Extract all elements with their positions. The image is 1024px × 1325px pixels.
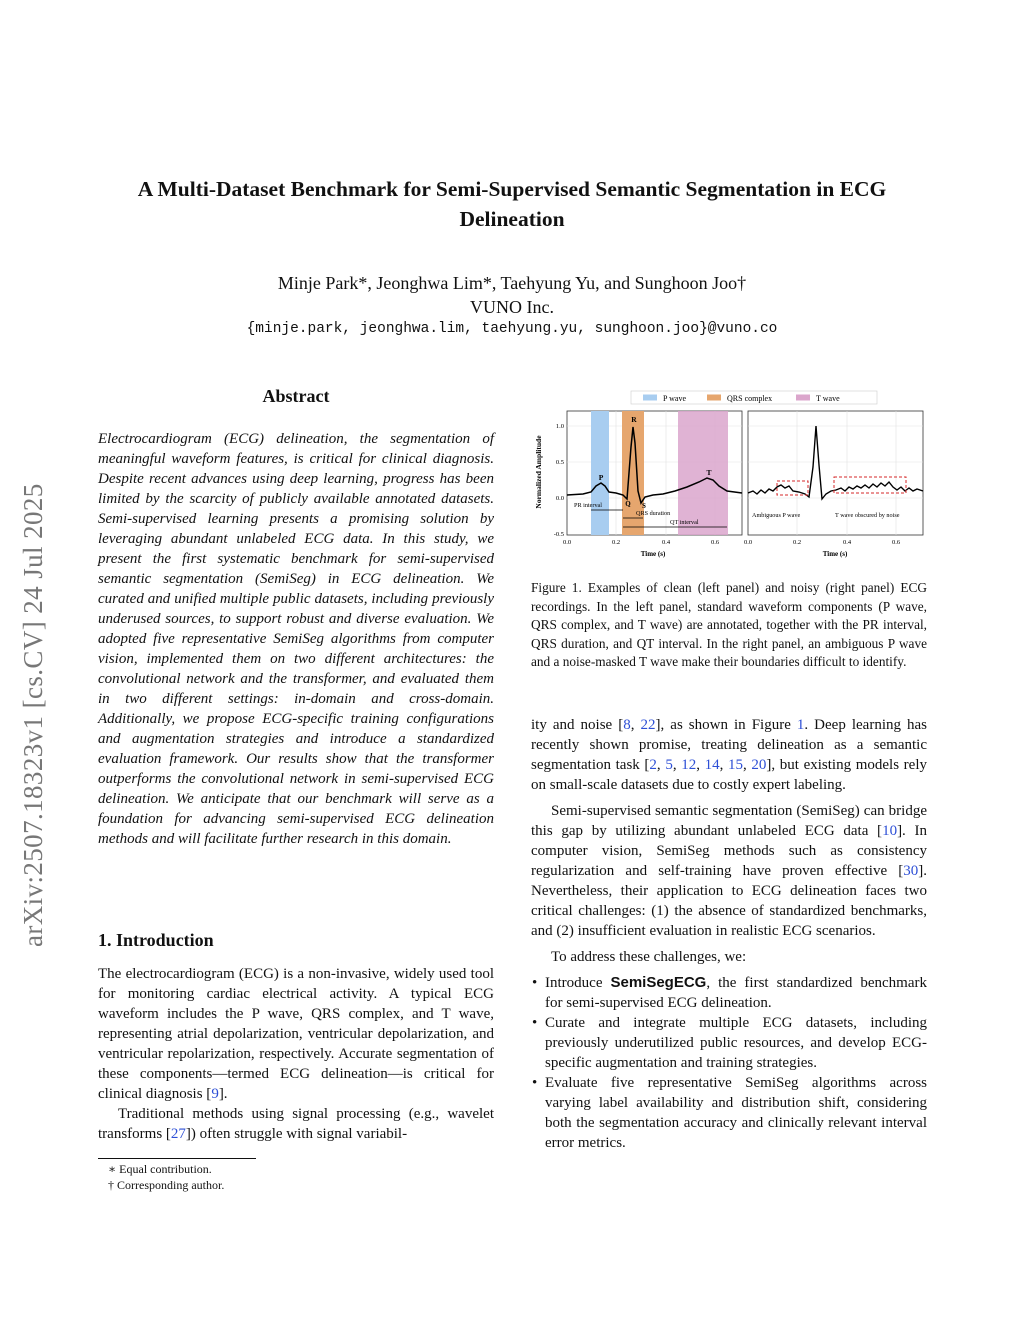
list-item: • Introduce SemiSegECG, the first standardized benchmark for semi-supervised ECG delineation. [531, 973, 927, 1013]
citation-link[interactable]: 22 [640, 717, 656, 733]
t-wave-region [678, 411, 728, 535]
citation-link[interactable]: 20 [751, 757, 767, 773]
x-tick-label: 0.2 [611, 539, 621, 546]
paragraph: ity and noise [8, 22], as shown in Figure 1. Deep learning has recently shown promise, treating delineation as a semantic segmentation task [2, 5, 12, 14, 15, 20], but existing models rely on small-scale datasets due to costly expert labeling. [531, 717, 928, 793]
footnote-corresponding-author: † Corresponding author. [108, 1178, 225, 1192]
x-tick-label: 0.0 [562, 539, 572, 546]
label-q: Q [625, 500, 631, 508]
paragraph: Traditional methods using signal processing (e.g., wavelet transforms [27]) often struggle with signal variabil- [98, 1106, 494, 1142]
figure-1-ecg-plot [531, 387, 927, 567]
citation-link[interactable]: 5 [665, 757, 673, 773]
footnote-equal-contribution: ∗ Equal contribution. [108, 1162, 212, 1176]
section-heading-introduction: 1. Introduction [98, 930, 214, 950]
label-qt-interval: QT interval [670, 519, 699, 526]
y-tick-label: 0.5 [555, 459, 564, 466]
x-axis-label-left: Time (s) [640, 550, 666, 558]
legend-swatch-p-wave [643, 395, 657, 401]
right-panel-noisy-ecg [744, 411, 923, 558]
author-list: Minje Park*, Jeonghwa Lim*, Taehyung Yu, and Sunghoon Joo† [277, 273, 747, 293]
left-column-body [98, 964, 494, 1144]
paragraph: The electrocardiogram (ECG) is a non-invasive, widely used tool for monitoring cardiac electrical activity. A typical ECG waveform includes the P wave, QRS complex, and T wave, representing atrial depolarization, ventricular depolarization, and ventricular repolarization, respectively. Accurate segmentation of these components—termed ECG delineation—is critical for clinical diagnosis [9]. [98, 966, 494, 1102]
label-s: S [642, 502, 646, 510]
citation-link[interactable]: 14 [704, 757, 720, 773]
x-axis-label-right: Time (s) [822, 550, 848, 558]
author-emails: {minje.park, jeonghwa.lim, taehyung.yu, sunghoon.joo}@vuno.co [246, 321, 778, 337]
citation-link[interactable]: 2 [649, 757, 657, 773]
y-tick-label: 1.0 [555, 423, 564, 430]
y-axis-label: Normalized Amplitude [534, 435, 543, 509]
left-panel-clean-ecg [554, 411, 742, 558]
right-column-body [531, 715, 927, 1153]
figure-reference-link[interactable]: 1 [796, 717, 805, 733]
citation-link[interactable]: 12 [681, 757, 697, 773]
arxiv-identifier: arXiv:2507.18323v1 [cs.CV] 24 Jul 2025 [18, 483, 48, 947]
legend-qrs-complex: QRS complex [727, 394, 773, 403]
citation-link[interactable]: 27 [170, 1126, 186, 1142]
paragraph: To address these challenges, we: [551, 949, 747, 965]
x-tick-label: 0.2 [792, 539, 802, 546]
label-pr-interval: PR interval [574, 502, 603, 509]
legend-t-wave: T wave [816, 394, 840, 403]
list-item: • Curate and integrate multiple ECG datasets, including previously underutilized public resources, and develop ECG-specific augmentation and training strategies. [531, 1013, 927, 1073]
x-tick-label: 0.4 [842, 539, 852, 546]
citation-link[interactable]: 10 [882, 823, 898, 839]
abstract-text: Electrocardiogram (ECG) delineation, the segmentation of meaningful waveform features, is critical for clinical diagnosis. Despite recent advances using deep learning, progress has been limited by the scarcity of publicly available annotated datasets. Semi-supervised learning presents a promising solution by leveraging abundant unlabeled ECG data. In this study, we present the first systematic benchmark for semi-supervised semantic segmentation (SemiSeg) in ECG delineation. We curated and unified multiple public datasets, including previously underused sources, to support robust and diverse evaluation. We adopted five representative SemiSeg algorithms from computer vision, implemented them on two different architectures: the convolutional network and the transformer, and evaluated them in two different settings: in-domain and cross-domain. Additionally, we propose ECG-specific training configurations and augmentation strategies and introduce a standardized evaluation framework. Our results show that the transformer outperforms the convolutional network in semi-supervised ECG delineation. We anticipate that our benchmark will serve as a foundation for advancing semi-supervised ECG delineation methods and will facilitate further research in this domain. [98, 431, 494, 847]
citation-link[interactable]: 15 [727, 757, 743, 773]
legend-p-wave: P wave [663, 394, 687, 403]
paper-title: A Multi-Dataset Benchmark for Semi-Supervised Semantic Segmentation in ECG Delineation [137, 177, 887, 231]
x-tick-label: 0.4 [661, 539, 671, 546]
label-r: R [631, 415, 637, 424]
label-p: P [598, 473, 604, 482]
label-t: T [706, 468, 712, 477]
footnote-divider [98, 1158, 256, 1159]
list-item: • Evaluate five representative SemiSeg algorithms across varying label availability and distribution shift, considering both the segmentation accuracy and clinically relevant interval error metrics. [531, 1073, 927, 1153]
label-ambiguous-p-wave: Ambiguous P wave [752, 512, 801, 519]
x-tick-label: 0.0 [743, 539, 753, 546]
affiliation: VUNO Inc. [470, 297, 554, 317]
legend-swatch-t-wave [796, 395, 810, 401]
paragraph: Semi-supervised semantic segmentation (SemiSeg) can bridge this gap by utilizing abundant unlabeled ECG data [10]. In computer vision, SemiSeg methods such as consistency regularization and self-training have proven effective [30]. Nevertheless, their application to ECG delineation faces two critical challenges: (1) the absence of standardized benchmarks, and (2) insufficient evaluation in realistic ECG scenarios. [531, 803, 927, 939]
label-t-wave-obscured: T wave obscured by noise [835, 512, 900, 519]
legend-swatch-qrs [707, 395, 721, 401]
x-tick-label: 0.6 [891, 539, 901, 546]
figure-legend [631, 391, 877, 404]
brand-name: SemiSegECG [610, 974, 707, 991]
citation-link[interactable]: 8 [623, 717, 631, 733]
y-tick-label: -0.5 [553, 531, 564, 538]
x-tick-label: 0.6 [710, 539, 720, 546]
figure-1-caption: Figure 1. Examples of clean (left panel) and noisy (right panel) ECG recordings. In the left panel, standard waveform components (P wave, QRS complex, and T wave) are annotated, together with the PR interval, QRS duration, and QT interval. In the right panel, an ambiguous P wave and a noise-masked T wave make their boundaries difficult to identify. [531, 580, 927, 669]
contribution-list [531, 973, 927, 1153]
y-tick-label: 0.0 [555, 495, 564, 502]
label-qrs-duration: QRS duration [636, 510, 671, 517]
citation-link[interactable]: 30 [903, 863, 919, 879]
abstract-heading: Abstract [262, 386, 330, 406]
citation-link[interactable]: 9 [211, 1086, 219, 1102]
author-block [100, 271, 924, 319]
